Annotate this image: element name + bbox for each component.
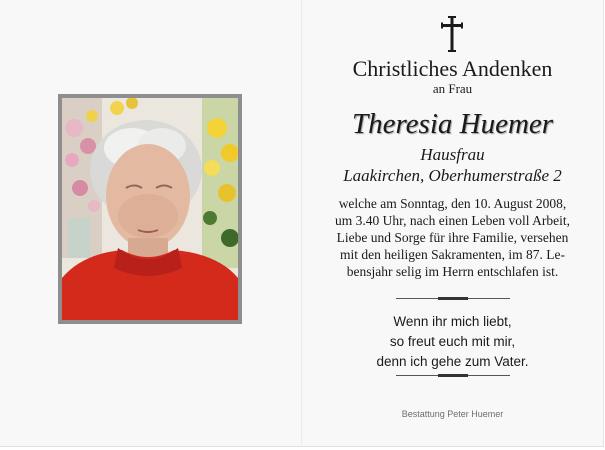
quote-line: denn ich gehe zum Vater. <box>376 354 529 369</box>
occupation: Hausfrau <box>420 145 485 164</box>
portrait-frame <box>58 94 242 324</box>
paragraph-line: um 3.40 Uhr, nach einen Leben voll Arbeit, <box>335 213 570 228</box>
ornament-divider-top <box>396 297 510 300</box>
card-subheading: an Frau <box>432 81 473 96</box>
paragraph-line: bensjahr selig im Herrn entschlafen ist. <box>346 264 559 279</box>
paragraph-line: welche am Sonntag, den 10. August 2008, <box>338 196 567 211</box>
cross-icon <box>440 16 464 52</box>
paragraph-line: mit den heiligen Sakramenten, im 87. Le- <box>340 247 565 262</box>
obituary-paragraph <box>302 195 603 280</box>
text-panel <box>302 0 603 446</box>
card-heading: Christliches Andenken <box>352 56 553 81</box>
paragraph-line: Liebe und Sorge für ihre Familie, versehen <box>336 230 569 245</box>
bible-quote <box>302 312 603 372</box>
funeral-home-credit: Bestattung Peter Huemer <box>401 409 504 419</box>
ornament-divider-bottom <box>396 374 510 377</box>
quote-line: so freut euch mit mir, <box>389 334 516 349</box>
address: Laakirchen, Oberhumerstraße 2 <box>343 166 562 185</box>
portrait-image <box>62 98 238 320</box>
portrait-photo <box>62 98 238 320</box>
quote-line: Wenn ihr mich liebt, <box>393 314 512 329</box>
deceased-name: Theresia Huemer <box>351 108 554 140</box>
